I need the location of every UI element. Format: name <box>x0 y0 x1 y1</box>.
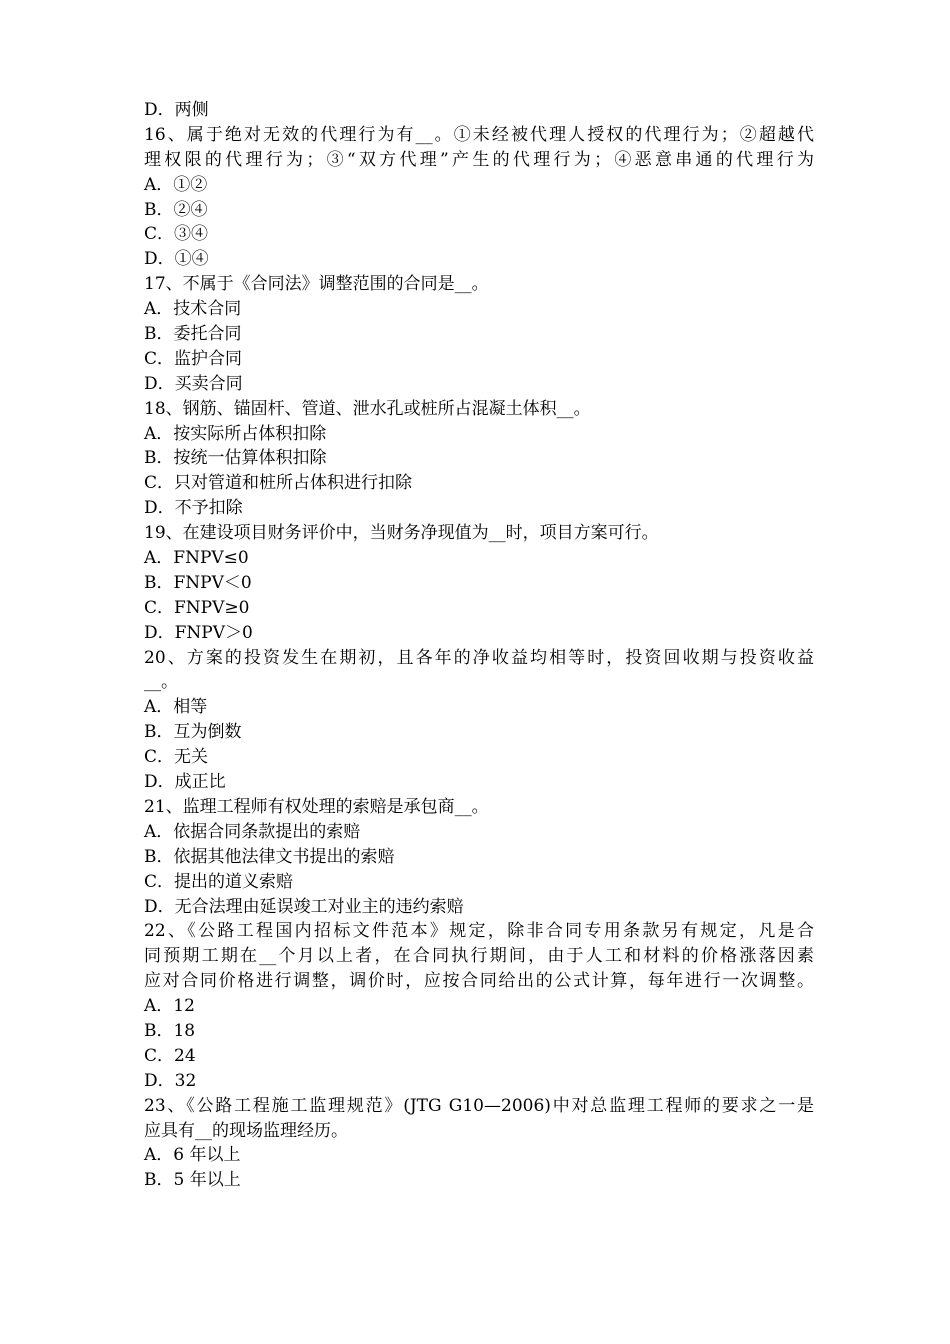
question-line: 23、《公路工程施工监理规范》(JTG G10—2006)中对总监理工程师的要求之一是 <box>144 1095 814 1116</box>
question-line: 应对合同价格进行调整，调价时，应按合同给出的公式计算，每年进行一次调整。 <box>144 971 814 992</box>
option-line: D．不予扣除 <box>144 498 243 519</box>
option-line: A．①② <box>144 174 208 195</box>
option-line: B．依据其他法律文书提出的索赔 <box>144 846 395 867</box>
option-line: B．按统一估算体积扣除 <box>144 448 327 469</box>
option-line: A．按实际所占体积扣除 <box>144 423 327 444</box>
question-line: 20、方案的投资发生在期初，且各年的净收益均相等时，投资回收期与投资收益 <box>144 647 814 668</box>
option-line: C．FNPV≥0 <box>144 597 250 618</box>
question-line: __。 <box>144 672 178 693</box>
option-line: C．24 <box>144 1045 196 1066</box>
option-line: D．①④ <box>144 249 209 270</box>
option-line: A．技术合同 <box>144 299 242 320</box>
question-line: 18、钢筋、锚固杆、管道、泄水孔或桩所占混凝土体积__。 <box>144 398 591 419</box>
option-line: C．只对管道和桩所占体积进行扣除 <box>144 473 413 494</box>
option-line: B．委托合同 <box>144 324 242 345</box>
option-line: D．32 <box>144 1070 197 1091</box>
option-line: A．相等 <box>144 697 208 718</box>
question-text-block <box>144 98 814 1193</box>
option-line: C．监护合同 <box>144 348 243 369</box>
option-line: A．FNPV≤0 <box>144 548 249 569</box>
question-line: 同预期工期在__个月以上者，在合同执行期间，由于人工和材料的价格涨落因素 <box>144 946 814 967</box>
option-line: B．18 <box>144 1020 196 1041</box>
option-line: A．12 <box>144 996 195 1017</box>
question-line: 17、不属于《合同法》调整范围的合同是__。 <box>144 274 489 295</box>
option-line: B．FNPV＜0 <box>144 572 252 593</box>
option-line: D．买卖合同 <box>144 373 243 394</box>
question-line: 理权限的代理行为；③“双方代理”产生的代理行为；④恶意串通的代理行为 <box>144 149 814 170</box>
option-line: C．提出的道义索赔 <box>144 871 294 892</box>
option-line: B．互为倒数 <box>144 722 242 743</box>
option-line: D．FNPV＞0 <box>144 622 253 643</box>
option-line: C．③④ <box>144 224 209 245</box>
question-line: 21、监理工程师有权处理的索赔是承包商__。 <box>144 796 489 817</box>
option-line: B．②④ <box>144 199 208 220</box>
question-line: 19、在建设项目财务评价中，当财务净现值为__时，项目方案可行。 <box>144 523 659 544</box>
question-line: 22、《公路工程国内招标文件范本》规定，除非合同专用条款另有规定，凡是合 <box>144 921 814 942</box>
option-line: A．6 年以上 <box>144 1145 241 1166</box>
option-line: C．无关 <box>144 747 209 768</box>
question-line: 16、属于绝对无效的代理行为有__。①未经被代理人授权的代理行为；②超越代 <box>144 124 814 145</box>
option-line: D．两侧 <box>144 100 209 120</box>
option-line: B．5 年以上 <box>144 1170 241 1191</box>
option-line: D．无合法理由延误竣工对业主的违约索赔 <box>144 896 464 917</box>
option-line: A．依据合同条款提出的索赔 <box>144 821 361 842</box>
question-line: 应具有__的现场监理经历。 <box>144 1120 348 1141</box>
option-line: D．成正比 <box>144 772 226 793</box>
